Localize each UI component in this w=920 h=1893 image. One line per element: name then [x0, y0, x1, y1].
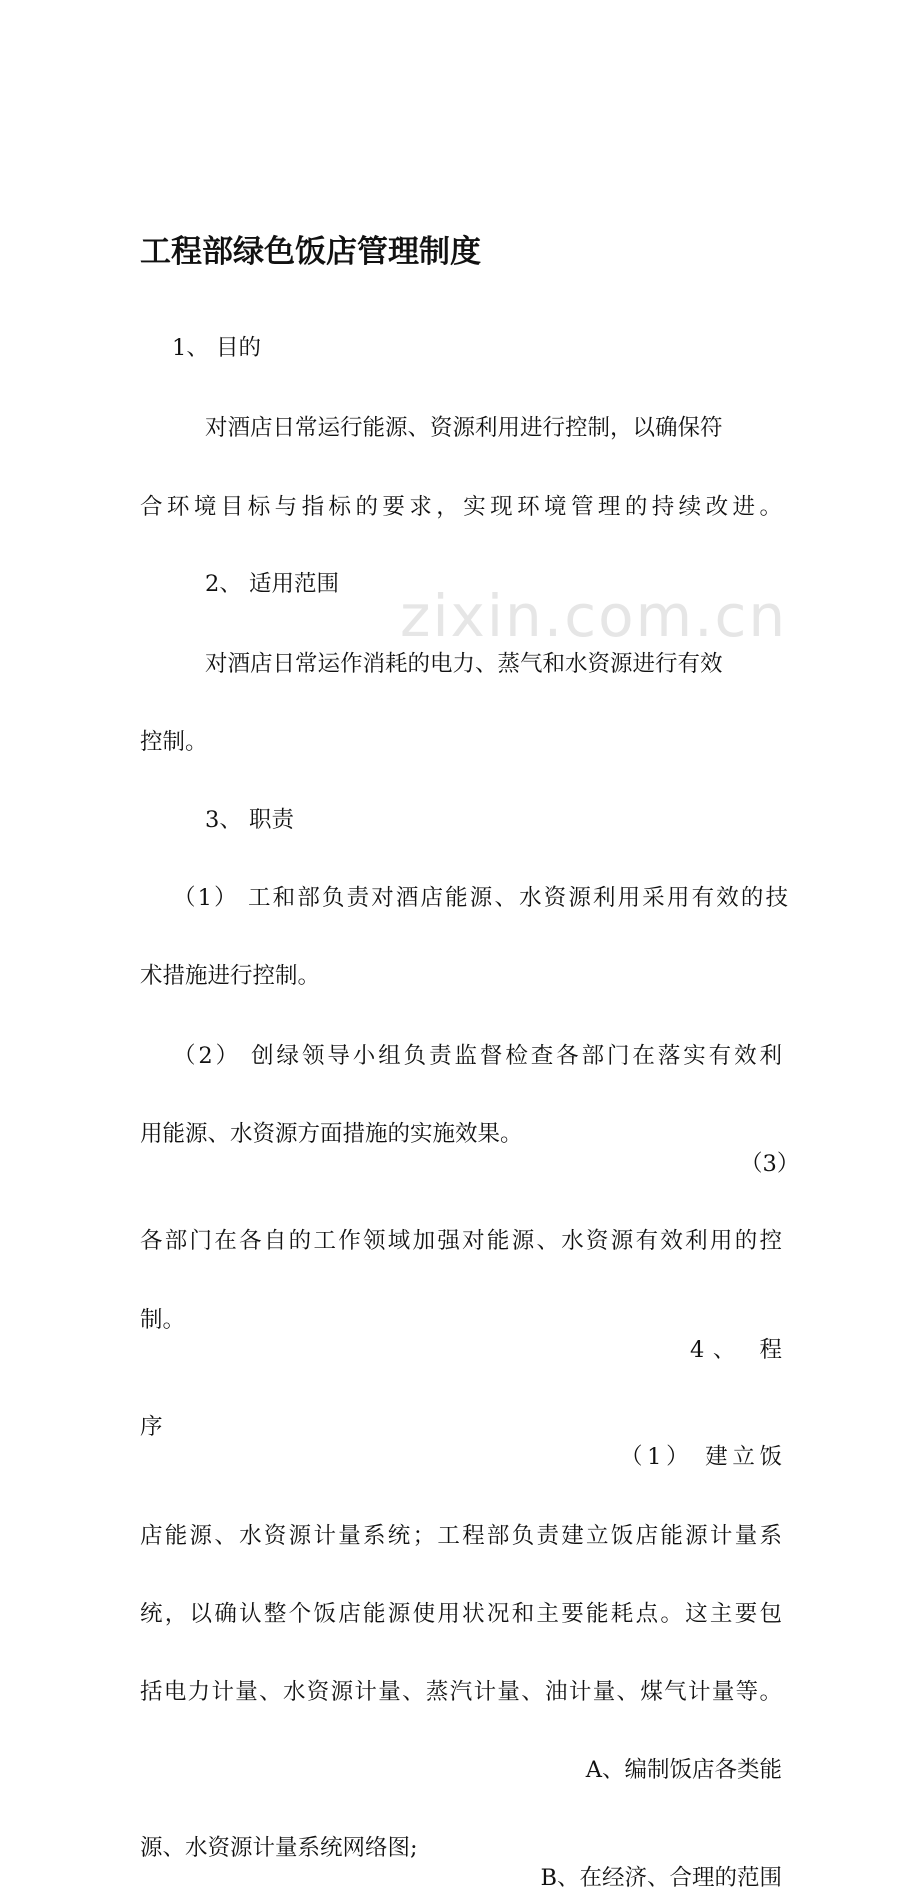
paragraph-line: 源、水资源计量系统网络图; [140, 1835, 418, 1861]
section-heading-procedure: 4、 程 [690, 1337, 782, 1363]
paragraph-line: 各部门在各自的工作领域加强对能源、水资源有效利用的控 [140, 1228, 782, 1254]
paragraph-line: 括电力计量、水资源计量、蒸汽计量、油计量、煤气计量等。 [140, 1679, 782, 1705]
paragraph-line: A、编制饭店各类能 [585, 1757, 782, 1783]
watermark: zixin.com.cn [400, 582, 788, 650]
section-heading-scope: 2、 适用范围 [205, 571, 339, 597]
paragraph-line: 术措施进行控制。 [140, 963, 321, 989]
section-heading-purpose: 1、 目的 [172, 335, 261, 361]
document-title: 工程部绿色饭店管理制度 [140, 234, 481, 270]
paragraph-line: B、在经济、合理的范围 [540, 1865, 782, 1891]
paragraph-line: （1） 建立饭 [620, 1444, 782, 1470]
paragraph-line: 对酒店日常运行能源、资源利用进行控制，以确保符 [205, 415, 723, 441]
paragraph-line: 统，以确认整个饭店能源使用状况和主要能耗点。这主要包 [140, 1601, 782, 1627]
paragraph-line: 对酒店日常运作消耗的电力、蒸气和水资源进行有效 [205, 651, 723, 677]
paragraph-line: （1） 工和部负责对酒店能源、水资源利用采用有效的技 [173, 885, 788, 911]
paragraph-line: （3） [740, 1151, 800, 1177]
paragraph-line: 用能源、水资源方面措施的实施效果。 [140, 1121, 523, 1147]
section-heading-duties: 3、 职责 [205, 807, 294, 833]
paragraph-line: （2） 创绿领导小组负责监督检查各部门在落实有效利 [173, 1043, 782, 1069]
paragraph-line: 序 [140, 1414, 163, 1440]
paragraph-line: 店能源、水资源计量系统；工程部负责建立饭店能源计量系 [140, 1523, 782, 1549]
paragraph-line: 制。 [140, 1307, 186, 1333]
paragraph-line: 控制。 [140, 729, 208, 755]
paragraph-line: 合环境目标与指标的要求，实现环境管理的持续改进。 [140, 494, 782, 520]
